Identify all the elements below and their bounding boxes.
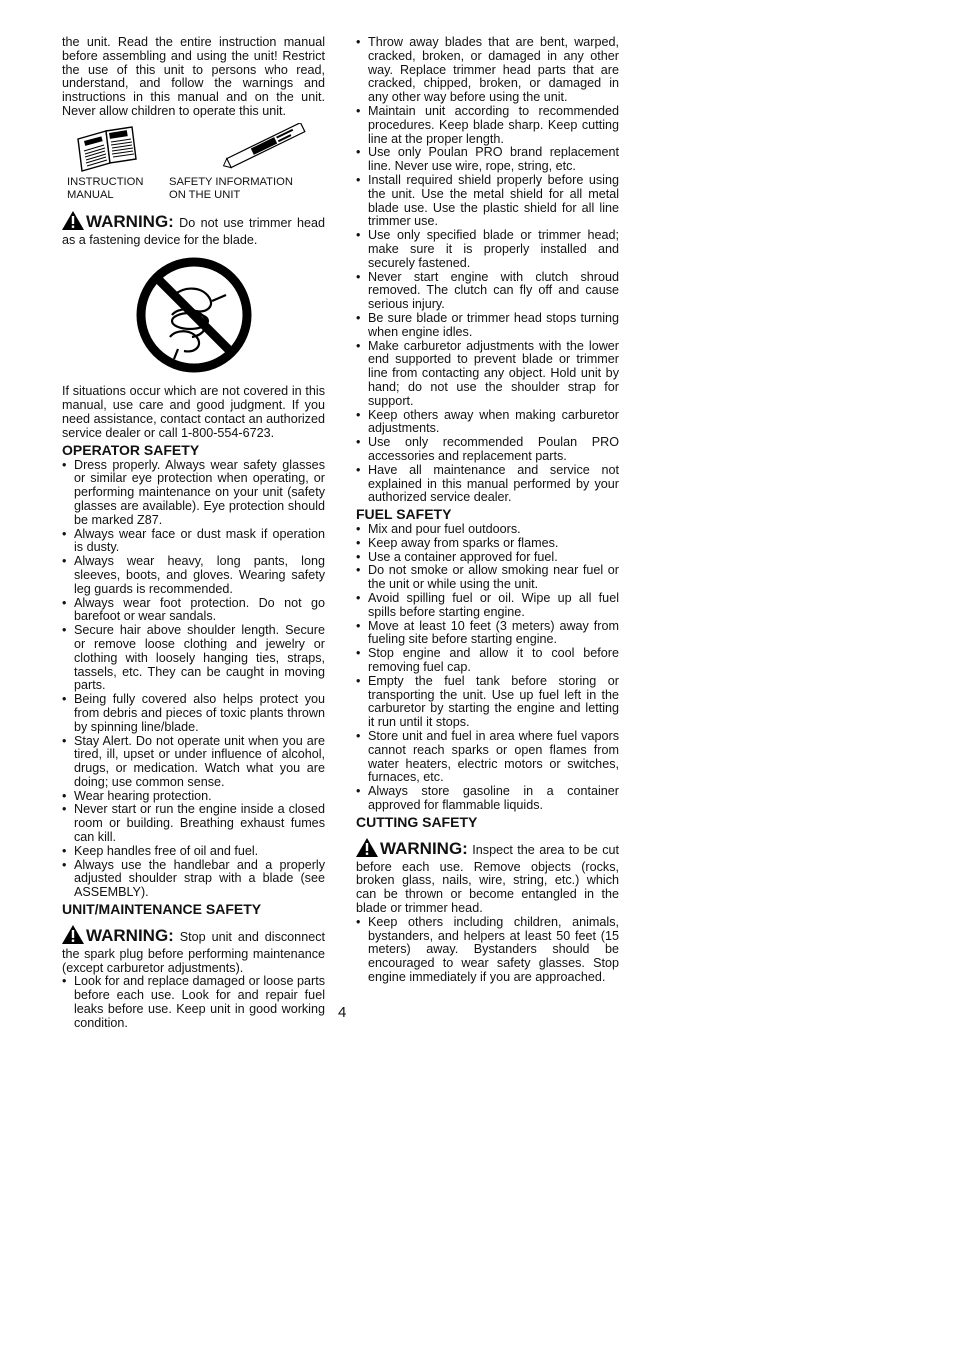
list-item: • Empty the fuel tank before storing or transporting the unit. Use up fuel left in the carburetor by starting the engine and letting it run until it stops. (356, 675, 619, 730)
list-item: • Always wear heavy, long pants, long sleeves, boots, and gloves. Wearing safety leg guards is recommended. (62, 555, 325, 596)
list-item: • Use only Poulan PRO brand replacement line. Never use wire, rope, string, etc. (356, 146, 619, 174)
list-item: • Move at least 10 feet (3 meters) away from fueling site before starting engine. (356, 620, 619, 648)
list-item: • Never start engine with clutch shroud removed. The clutch can fly off and cause serious injury. (356, 271, 619, 312)
list-item: • Always wear face or dust mask if operation is dusty. (62, 528, 325, 556)
intro-paragraph: the unit. Read the entire instruction manual before assembling and using the unit! Restrict the use of this unit to persons who read, understand, and follow the warnings and instructions in this manual and on the unit. Never allow children to operate this unit. (62, 35, 325, 118)
list-item: • Keep away from sparks or flames. (356, 537, 619, 551)
warning-icon (62, 211, 84, 234)
safety-information-caption: SAFETY INFORMATION ON THE UNIT (169, 175, 293, 201)
manual-images (62, 121, 325, 203)
list-item: • Use a container approved for fuel. (356, 551, 619, 565)
safety-label-icon (219, 123, 309, 169)
warning-text: Stop unit and disconnect the spark plug before performing maintenance (except carburetor adjustments). (62, 930, 325, 975)
left-column (62, 36, 325, 1031)
list-item: • Dress properly. Always wear safety glasses or similar eye protection when operating, or performing maintenance on your unit (safety glasses are available). Eye protection should be marked Z87. (62, 459, 325, 528)
prohibited-trimmer-head-icon (134, 255, 254, 375)
instruction-manual-icon (76, 125, 138, 175)
list-item: • Do not smoke or allow smoking near fuel or the unit or while using the unit. (356, 564, 619, 592)
list-item: • Being fully covered also helps protect you from debris and pieces of toxic plants thrown by spinning line/blade. (62, 693, 325, 734)
unit-maintenance-list (62, 975, 325, 1030)
instruction-manual-caption: INSTRUCTION MANUAL (67, 175, 144, 201)
list-item: • Throw away blades that are bent, warped, cracked, broken, or damaged in any other way. Replace trimmer head parts that are cracked, chipped, broken, or damaged in any other way before using the unit. (356, 36, 619, 105)
list-item: • Always use the handlebar and a properly adjusted shoulder strap with a blade (see ASSEMBLY). (62, 859, 325, 900)
list-item: • Use only specified blade or trimmer head; make sure it is properly installed and securely fastened. (356, 229, 619, 270)
list-item: • Install required shield properly before using the unit. Use the metal shield for all metal blade use. Use the plastic shield for all line trimmer use. (356, 174, 619, 229)
cutting-safety-list (356, 916, 619, 985)
warning-icon (62, 925, 84, 948)
warning-label: WARNING: (380, 838, 468, 858)
list-item: • Never start or run the engine inside a closed room or building. Breathing exhaust fumes can kill. (62, 803, 325, 844)
page-number: 4 (338, 1004, 347, 1021)
warning-trimmer-head (62, 211, 325, 248)
situations-paragraph: If situations occur which are not covered in this manual, use care and good judgment. If you need assistance, contact contact an authorized service dealer or call 1-800-554-6723. (62, 384, 325, 440)
list-item: • Make carburetor adjustments with the lower end supported to prevent blade or trimmer line from contacting any object. Hold unit by hand; do not use the shoulder strap for support. (356, 340, 619, 409)
list-item: • Keep others including children, animals, bystanders, and helpers at least 50 feet (15 meters) away. Bystanders should be encouraged to wear safety glasses. Stop engine immediately if you are approached. (356, 916, 619, 985)
list-item: • Have all maintenance and service not explained in this manual performed by your authorized service dealer. (356, 464, 619, 505)
list-item: • Use only recommended Poulan PRO accessories and replacement parts. (356, 436, 619, 464)
list-item: • Wear hearing protection. (62, 790, 325, 804)
warning-text: Inspect the area to be cut before each use. Remove objects (rocks, broken glass, nails, wire, string, etc.) which can be thrown or become entangled in the blade or trimmer head. (356, 842, 620, 916)
right-column (356, 36, 619, 985)
warning-inspect-area (356, 838, 619, 916)
fuel-safety-heading: FUEL SAFETY (356, 506, 452, 523)
warning-label: WARNING: (86, 926, 174, 946)
warning-label: WARNING: (86, 211, 174, 231)
operator-safety-list (62, 459, 325, 901)
operator-safety-heading: OPERATOR SAFETY (62, 441, 200, 458)
list-item: • Stop engine and allow it to cool before removing fuel cap. (356, 647, 619, 675)
list-item: • Always wear foot protection. Do not go barefoot or wear sandals. (62, 597, 325, 625)
list-item: • Stay Alert. Do not operate unit when you are tired, ill, upset or under influence of alcohol, drugs, or medication. Watch what you are doing; use common sense. (62, 735, 325, 790)
warning-spark-plug (62, 925, 325, 975)
warning-text: Do not use trimmer head as a fastening device for the blade. (62, 215, 326, 247)
unit-maintenance-heading: UNIT/MAINTENANCE SAFETY (62, 901, 262, 918)
warning-icon (356, 838, 378, 861)
list-item: • Look for and replace damaged or loose parts before each use. Look for and repair fuel leaks before use. Keep unit in good working condition. (62, 975, 325, 1030)
list-item: • Always store gasoline in a container approved for flammable liquids. (356, 785, 619, 813)
list-item: • Mix and pour fuel outdoors. (356, 523, 619, 537)
cutting-safety-heading: CUTTING SAFETY (356, 813, 478, 830)
list-item: • Be sure blade or trimmer head stops turning when engine idles. (356, 312, 619, 340)
list-item: • Keep handles free of oil and fuel. (62, 845, 325, 859)
maintenance-list-continued (356, 36, 619, 505)
list-item: • Secure hair above shoulder length. Secure or remove loose clothing and jewelry or clothing with loosely hanging ties, straps, tassels, etc. They can be caught in moving parts. (62, 624, 325, 693)
list-item: • Keep others away when making carburetor adjustments. (356, 409, 619, 437)
list-item: • Avoid spilling fuel or oil. Wipe up all fuel spills before starting engine. (356, 592, 619, 620)
list-item: • Store unit and fuel in area where fuel vapors cannot reach sparks or open flames from water heaters, electric motors or switches, furnaces, etc. (356, 730, 619, 785)
list-item: • Maintain unit according to recommended procedures. Keep blade sharp. Keep cutting line at the proper length. (356, 105, 619, 146)
fuel-safety-list (356, 523, 619, 813)
